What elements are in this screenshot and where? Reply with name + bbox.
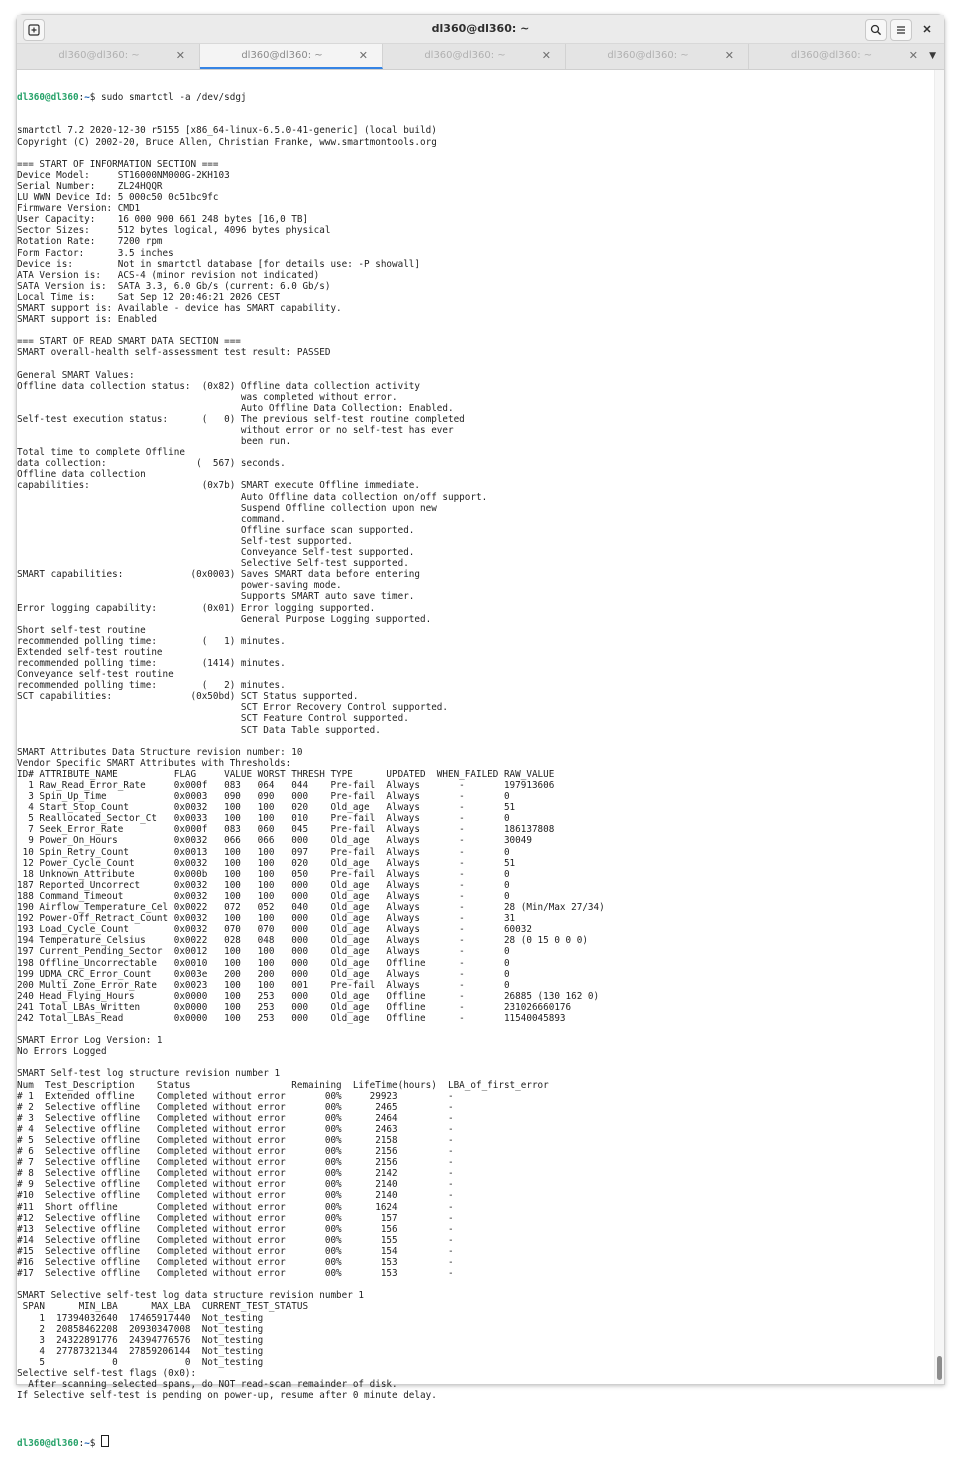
close-icon bbox=[922, 24, 932, 34]
output-line: 4 Start_Stop_Count 0x0032 100 100 020 Old_age Always - 51 bbox=[17, 802, 516, 814]
output-line: SMART support is: Enabled bbox=[17, 314, 157, 326]
output-line: # 9 Selective offline Completed without error 00% 2140 - bbox=[17, 1179, 454, 1191]
output-line: #17 Selective offline Completed without error 00% 153 - bbox=[17, 1268, 454, 1280]
output-line: Form Factor: 3.5 inches bbox=[17, 247, 174, 259]
output-line: Offline surface scan supported. bbox=[17, 524, 415, 536]
output-line bbox=[17, 358, 934, 369]
scrollbar-thumb[interactable] bbox=[937, 1356, 942, 1380]
command-line: dl360@dl360:~$ sudo smartctl -a /dev/sdgj bbox=[17, 92, 247, 104]
output-line: === START OF INFORMATION SECTION === bbox=[17, 158, 219, 170]
command-output bbox=[17, 125, 934, 1412]
output-line: General SMART Values: bbox=[17, 369, 135, 381]
search-icon bbox=[870, 24, 882, 36]
output-line: Offline data collection status: (0x82) Offline data collection activity bbox=[17, 380, 420, 392]
prompt-suffix: $ bbox=[89, 92, 101, 104]
output-line: ATA Version is: ACS-4 (minor revision not indicated) bbox=[17, 269, 320, 281]
output-line: Total time to complete Offline bbox=[17, 447, 185, 459]
tab-close-icon[interactable]: ✕ bbox=[175, 49, 185, 62]
output-line: 192 Power-Off_Retract_Count 0x0032 100 100 000 Old_age Always - 31 bbox=[17, 913, 516, 925]
output-line: #15 Selective offline Completed without error 00% 154 - bbox=[17, 1245, 454, 1257]
output-line: SMART Attributes Data Structure revision number: 10 bbox=[17, 746, 303, 758]
output-line: Rotation Rate: 7200 rpm bbox=[17, 236, 163, 248]
output-line: Short self-test routine bbox=[17, 624, 146, 636]
output-line: been run. bbox=[17, 436, 292, 448]
tab-label: dl360@dl360: ~ bbox=[424, 50, 506, 61]
output-line: power-saving mode. bbox=[17, 580, 342, 592]
output-line: # 2 Selective offline Completed without error 00% 2465 - bbox=[17, 1101, 454, 1113]
output-line: Conveyance self-test routine bbox=[17, 669, 174, 681]
output-line: 1 Raw_Read_Error_Rate 0x000f 083 064 044 Pre-fail Always - 197913606 bbox=[17, 780, 555, 791]
output-line: without error or no self-test has ever bbox=[17, 425, 454, 436]
output-line: # 4 Selective offline Completed without error 00% 2463 - bbox=[17, 1123, 454, 1135]
output-line: SMART Self-test log structure revision number 1 bbox=[17, 1068, 281, 1080]
output-line: SCT Feature Control supported. bbox=[17, 713, 409, 725]
output-line: 5 0 0 Not_testing bbox=[17, 1356, 264, 1368]
output-line: 2 20858462208 20930347008 Not_testing bbox=[17, 1323, 264, 1335]
output-line bbox=[17, 1279, 934, 1290]
output-line: #11 Short offline Completed without error 00% 1624 - bbox=[17, 1201, 454, 1213]
output-line: 5 Reallocated_Sector_Ct 0x0033 100 100 010 Pre-fail Always - 0 bbox=[17, 813, 510, 825]
output-line: Firmware Version: CMD1 bbox=[17, 203, 141, 215]
output-line bbox=[17, 148, 934, 159]
output-line: 198 Offline_Uncorrectable 0x0010 100 100 000 Old_age Offline - 0 bbox=[17, 957, 510, 969]
output-line: SMART overall-health self-assessment test result: PASSED bbox=[17, 347, 331, 359]
terminal-output[interactable] bbox=[17, 70, 934, 1449]
output-line: Supports SMART auto save timer. bbox=[17, 591, 415, 603]
output-line: # 8 Selective offline Completed without error 00% 2142 - bbox=[17, 1168, 454, 1180]
output-line: #12 Selective offline Completed without error 00% 157 - bbox=[17, 1212, 454, 1224]
output-line: # 6 Selective offline Completed without error 00% 2156 - bbox=[17, 1146, 454, 1158]
output-line: SMART capabilities: (0x0003) Saves SMART data before entering bbox=[17, 569, 420, 581]
tab-4[interactable] bbox=[566, 44, 749, 69]
output-line: Self-test execution status: ( 0) The previous self-test routine completed bbox=[17, 413, 465, 425]
menu-button[interactable] bbox=[890, 19, 912, 41]
output-line: 199 UDMA_CRC_Error_Count 0x003e 200 200 000 Old_age Always - 0 bbox=[17, 968, 510, 980]
tab-label: dl360@dl360: ~ bbox=[58, 50, 140, 61]
output-line: Local Time is: Sat Sep 12 20:46:21 2026 CEST bbox=[17, 291, 281, 303]
terminal-window bbox=[16, 14, 945, 1449]
output-line: recommended polling time: ( 1) minutes. bbox=[17, 635, 286, 647]
output-line: Device Model: ST16000NM000G-2KH103 bbox=[17, 169, 230, 181]
tab-label: dl360@dl360: ~ bbox=[790, 50, 873, 61]
output-line: 18 Unknown_Attribute 0x000b 100 100 050 Pre-fail Always - 0 bbox=[17, 868, 510, 880]
output-line: 4 27787321344 27859206144 Not_testing bbox=[17, 1345, 264, 1357]
tab-close-icon[interactable]: ✕ bbox=[541, 49, 551, 62]
output-line: 7 Seek_Error_Rate 0x000f 083 060 045 Pre-fail Always - 186137808 bbox=[17, 824, 555, 836]
output-line: Vendor Specific SMART Attributes with Thresholds: bbox=[17, 757, 292, 769]
output-line: was completed without error. bbox=[17, 391, 398, 403]
output-line bbox=[17, 1057, 934, 1068]
tab-5[interactable] bbox=[749, 44, 932, 69]
output-line: LU WWN Device Id: 5 000c50 0c51bc9fc bbox=[17, 192, 219, 204]
output-line: Suspend Offline collection upon new bbox=[17, 502, 437, 514]
output-line: 10 Spin_Retry_Count 0x0013 100 100 097 Pre-fail Always - 0 bbox=[17, 846, 510, 858]
tab-close-icon[interactable]: ✕ bbox=[908, 49, 918, 62]
output-line: #16 Selective offline Completed without error 00% 153 - bbox=[17, 1257, 454, 1269]
output-line: 12 Power_Cycle_Count 0x0032 100 100 020 Old_age Always - 51 bbox=[17, 857, 516, 869]
text-cursor bbox=[101, 1435, 109, 1447]
output-line: 242 Total_LBAs_Read 0x0000 100 253 000 Old_age Offline - 11540045893 bbox=[17, 1012, 566, 1024]
output-line: After scanning selected spans, do NOT read-scan remainder of disk. bbox=[17, 1379, 398, 1391]
output-line: 3 24322891776 24394776576 Not_testing bbox=[17, 1334, 264, 1346]
output-line: User Capacity: 16 000 900 661 248 bytes [16,0 TB] bbox=[17, 214, 309, 226]
output-line: 194 Temperature_Celsius 0x0022 028 048 000 Old_age Always - 28 (0 15 0 0 0) bbox=[17, 935, 588, 947]
output-line bbox=[17, 736, 934, 747]
output-line: SCT Data Table supported. bbox=[17, 724, 381, 736]
output-line: recommended polling time: ( 2) minutes. bbox=[17, 680, 286, 692]
output-line bbox=[17, 325, 934, 336]
output-line: SPAN MIN_LBA MAX_LBA CURRENT_TEST_STATUS bbox=[17, 1301, 309, 1313]
output-line: Conveyance Self-test supported. bbox=[17, 547, 415, 559]
output-line bbox=[17, 1024, 934, 1035]
prompt-suffix: $ bbox=[89, 1437, 101, 1449]
tab-list-dropdown-icon[interactable]: ▼ bbox=[929, 51, 936, 61]
output-line: 3 Spin_Up_Time 0x0003 090 090 000 Pre-fail Always - 0 bbox=[17, 791, 510, 803]
output-line: 190 Airflow_Temperature_Cel 0x0022 072 052 040 Old_age Always - 28 (Min/Max 27/34) bbox=[17, 902, 605, 914]
output-line: 197 Current_Pending_Sector 0x0012 100 100 000 Old_age Always - 0 bbox=[17, 946, 510, 958]
output-line: #14 Selective offline Completed without error 00% 155 - bbox=[17, 1234, 454, 1246]
output-line: === START OF READ SMART DATA SECTION === bbox=[17, 336, 241, 348]
tab-3[interactable] bbox=[383, 44, 566, 69]
prompt-dir: ~ bbox=[84, 1437, 90, 1449]
window-title: dl360@dl360: ~ bbox=[431, 22, 530, 35]
tab-label: dl360@dl360: ~ bbox=[241, 50, 323, 61]
titlebar bbox=[17, 15, 944, 44]
output-line: 187 Reported_Uncorrect 0x0032 100 100 000 Old_age Always - 0 bbox=[17, 879, 510, 891]
tab-close-icon[interactable]: ✕ bbox=[358, 49, 368, 62]
output-line: Offline data collection bbox=[17, 469, 146, 481]
tab-bar bbox=[17, 44, 944, 70]
output-line: recommended polling time: (1414) minutes. bbox=[17, 657, 286, 669]
output-line: SMART support is: Available - device has SMART capability. bbox=[17, 302, 342, 314]
output-line: General Purpose Logging supported. bbox=[17, 613, 432, 625]
output-line: smartctl 7.2 2020-12-30 r5155 [x86_64-linux-6.5.0-41-generic] (local build) bbox=[17, 125, 437, 137]
output-line: If Selective self-test is pending on power-up, resume after 0 minute delay. bbox=[17, 1390, 437, 1402]
output-line: Error logging capability: (0x01) Error logging supported. bbox=[17, 602, 376, 614]
output-line: ID# ATTRIBUTE_NAME FLAG VALUE WORST THRESH TYPE UPDATED WHEN_FAILED RAW_VALUE bbox=[17, 768, 555, 780]
output-line: Device is: Not in smartctl database [for details use: -P showall] bbox=[17, 258, 420, 270]
output-line: 200 Multi_Zone_Error_Rate 0x0023 100 100 001 Pre-fail Always - 0 bbox=[17, 979, 510, 991]
prompt-user: dl360@dl360 bbox=[17, 92, 79, 104]
output-line: Auto Offline data collection on/off support. bbox=[17, 491, 488, 503]
prompt-user: dl360@dl360 bbox=[17, 1437, 79, 1449]
output-line: # 1 Extended offline Completed without error 00% 29923 - bbox=[17, 1090, 454, 1102]
hamburger-menu-icon bbox=[895, 24, 907, 36]
output-line: SATA Version is: SATA 3.3, 6.0 Gb/s (current: 6.0 Gb/s) bbox=[17, 280, 331, 292]
close-window-button[interactable] bbox=[917, 19, 937, 39]
output-line: SCT Error Recovery Control supported. bbox=[17, 702, 448, 714]
output-line: 241 Total_LBAs_Written 0x0000 100 253 000 Old_age Offline - 231026660176 bbox=[17, 1001, 572, 1013]
prompt-dir: ~ bbox=[84, 92, 90, 104]
output-line: Extended self-test routine bbox=[17, 646, 163, 658]
output-line: 193 Load_Cycle_Count 0x0032 070 070 000 Old_age Always - 60032 bbox=[17, 924, 532, 936]
output-line: 188 Command_Timeout 0x0032 100 100 000 Old_age Always - 0 bbox=[17, 890, 510, 902]
output-line: #13 Selective offline Completed without error 00% 156 - bbox=[17, 1223, 454, 1235]
output-line: Selective self-test flags (0x0): bbox=[17, 1367, 197, 1379]
output-line: Serial Number: ZL24HQQR bbox=[17, 180, 163, 192]
command-text: sudo smartctl -a /dev/sdgj bbox=[101, 92, 247, 104]
output-line: data collection: ( 567) seconds. bbox=[17, 458, 286, 470]
output-line: SCT capabilities: (0x50bd) SCT Status supported. bbox=[17, 691, 359, 703]
tab-close-icon[interactable]: ✕ bbox=[724, 49, 734, 62]
output-line bbox=[17, 1401, 934, 1412]
search-button[interactable] bbox=[865, 19, 887, 41]
vertical-scrollbar[interactable] bbox=[934, 70, 944, 1384]
output-line: 9 Power_On_Hours 0x0032 066 066 000 Old_age Always - 30049 bbox=[17, 835, 532, 847]
tab-2[interactable] bbox=[200, 44, 383, 69]
output-line: capabilities: (0x7b) SMART execute Offline immediate. bbox=[17, 480, 420, 492]
output-line: No Errors Logged bbox=[17, 1046, 107, 1058]
output-line: Selective Self-test supported. bbox=[17, 558, 409, 570]
output-line: SMART Error Log Version: 1 bbox=[17, 1035, 163, 1047]
output-line: command. bbox=[17, 513, 286, 525]
output-line: # 7 Selective offline Completed without error 00% 2156 - bbox=[17, 1157, 454, 1169]
output-line: Auto Offline Data Collection: Enabled. bbox=[17, 402, 454, 414]
output-line: Num Test_Description Status Remaining LifeTime(hours) LBA_of_first_error bbox=[17, 1079, 549, 1091]
output-line: # 5 Selective offline Completed without error 00% 2158 - bbox=[17, 1135, 454, 1146]
tab-1[interactable] bbox=[17, 44, 200, 69]
output-line: 1 17394032640 17465917440 Not_testing bbox=[17, 1312, 264, 1324]
current-prompt-line[interactable]: dl360@dl360:~$ bbox=[17, 1435, 934, 1446]
output-line: Sector Sizes: 512 bytes logical, 4096 bytes physical bbox=[17, 225, 331, 237]
output-line: 240 Head_Flying_Hours 0x0000 100 253 000 Old_age Offline - 26885 (130 162 0) bbox=[17, 990, 600, 1002]
output-line: Copyright (C) 2002-20, Bruce Allen, Christian Franke, www.smartmontools.org bbox=[17, 136, 437, 148]
output-line: Self-test supported. bbox=[17, 535, 353, 547]
tab-label: dl360@dl360: ~ bbox=[607, 50, 689, 61]
output-line: # 3 Selective offline Completed without error 00% 2464 - bbox=[17, 1112, 454, 1124]
output-line: SMART Selective self-test log data structure revision number 1 bbox=[17, 1290, 365, 1302]
output-line: #10 Selective offline Completed without error 00% 2140 - bbox=[17, 1190, 454, 1202]
